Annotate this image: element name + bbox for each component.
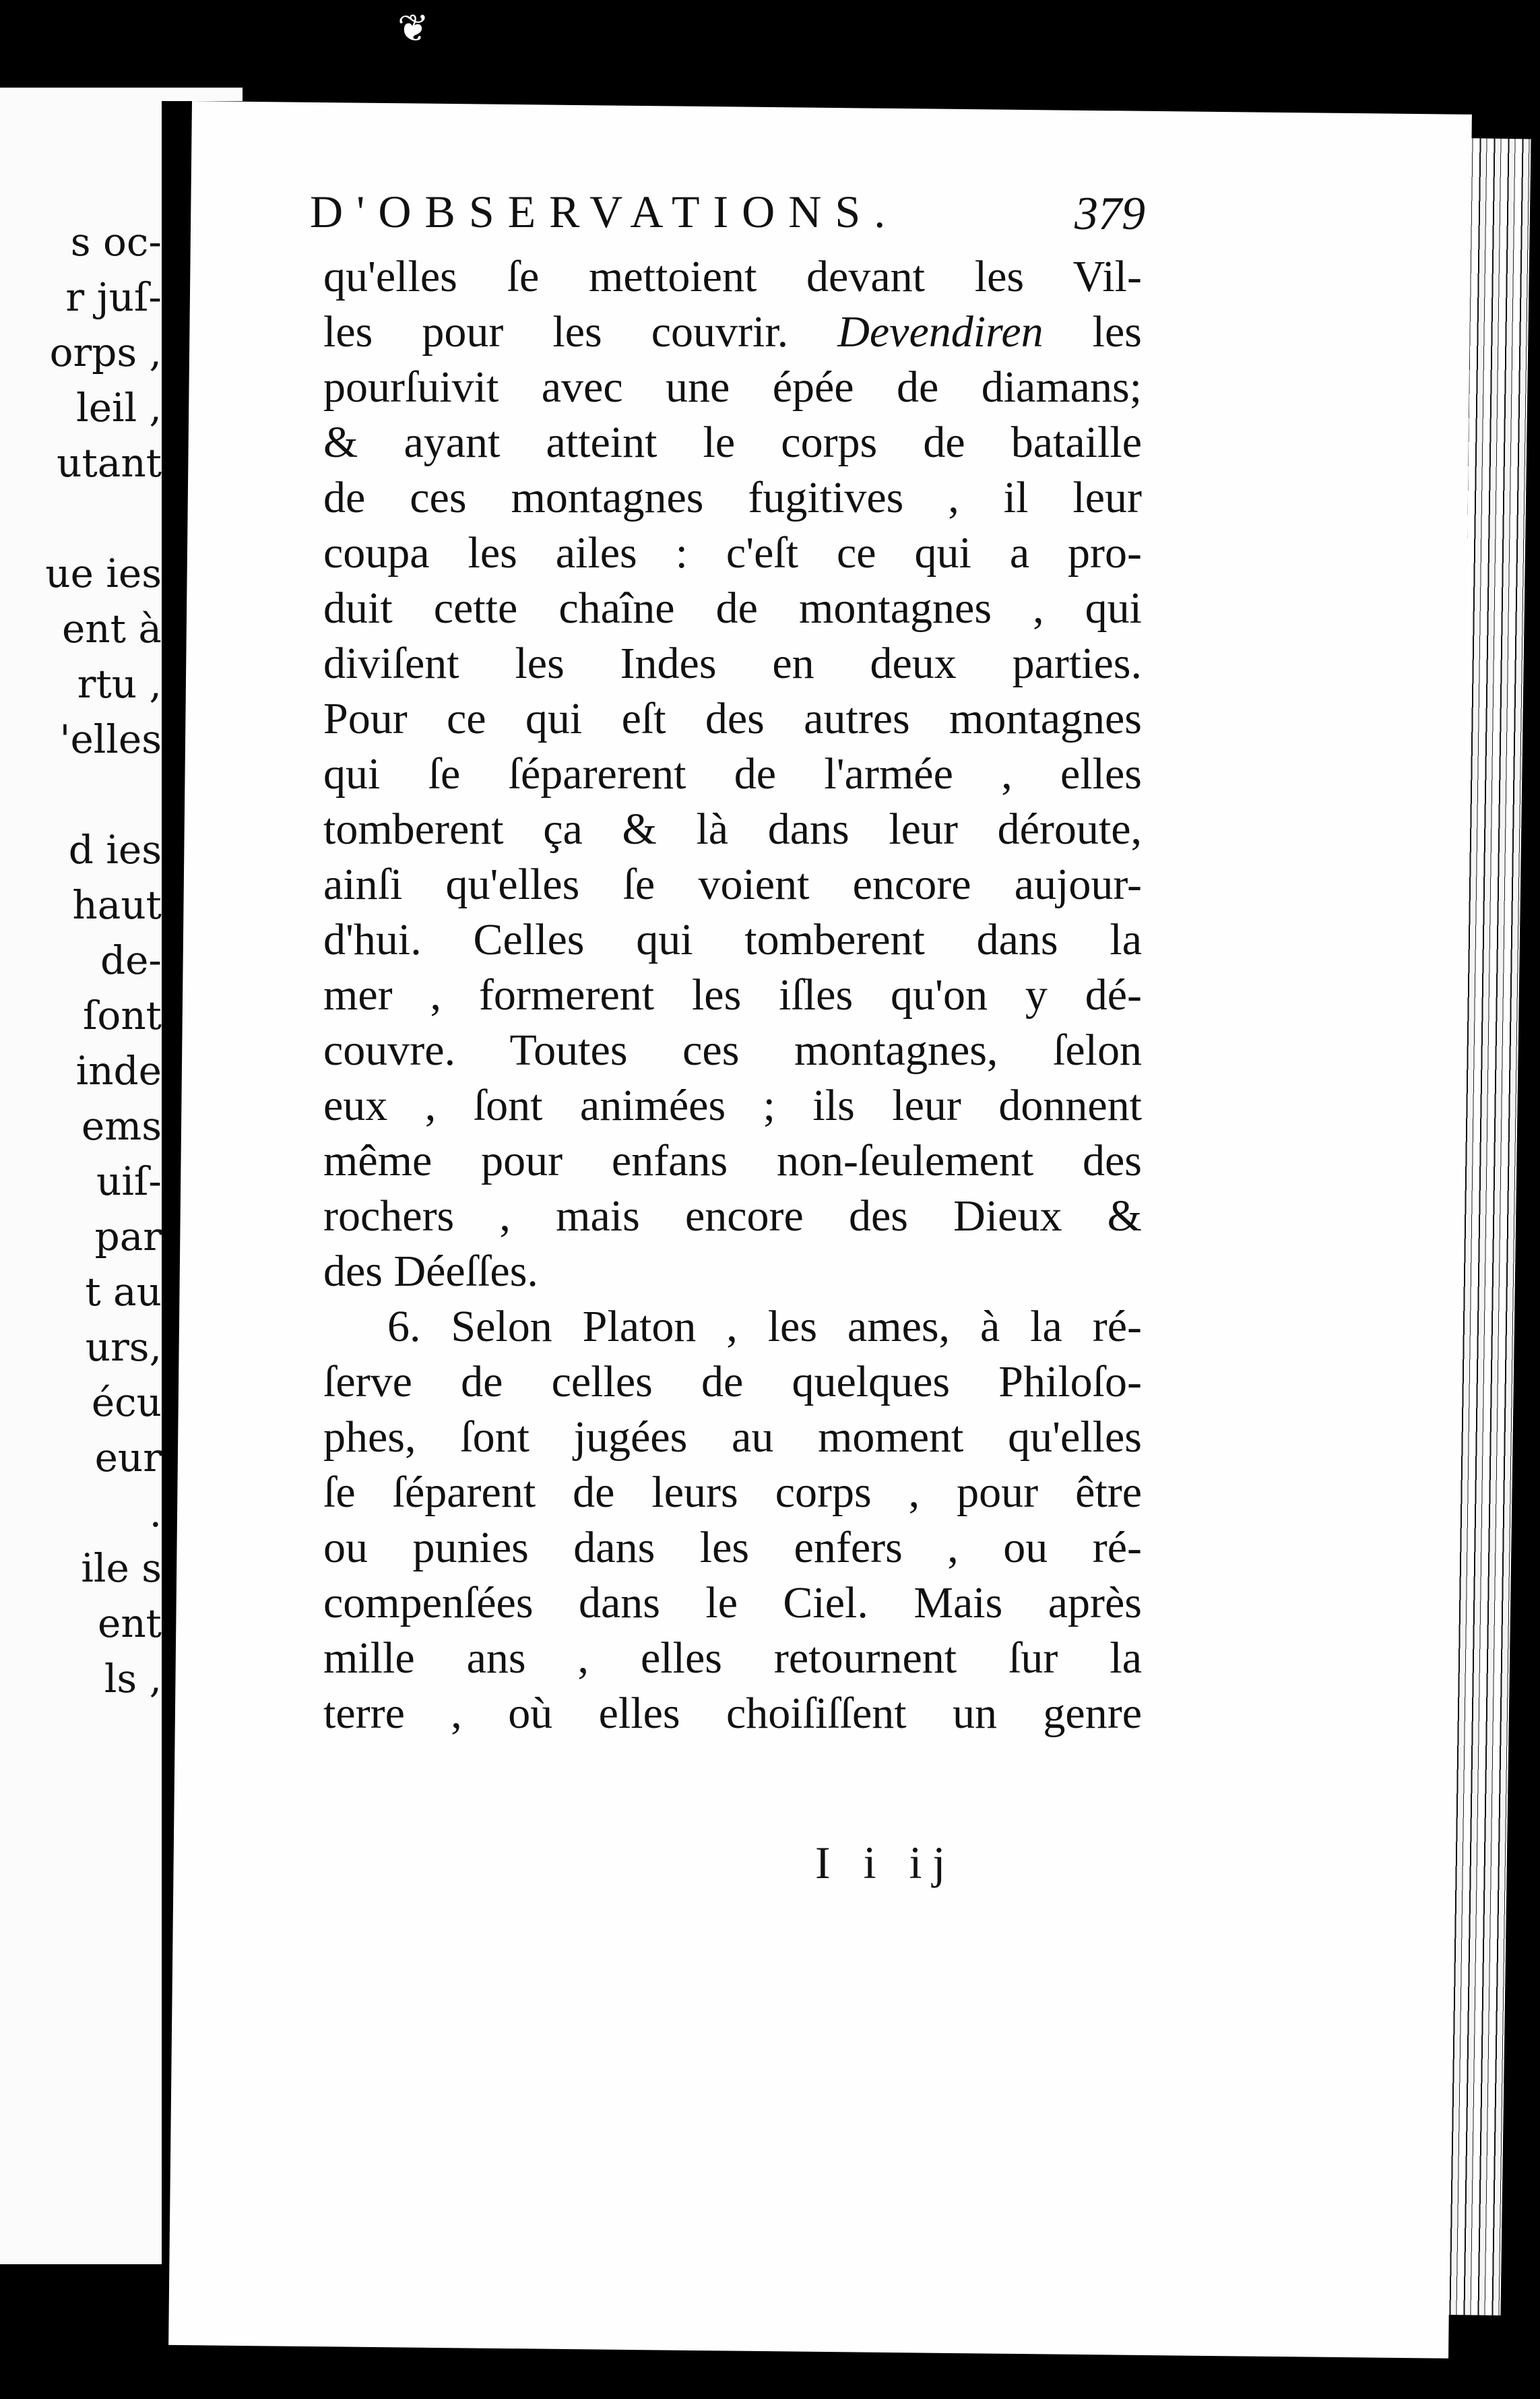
body-text: [323, 249, 1142, 1741]
page-number: 379: [1074, 188, 1145, 240]
left-page-fragment: écu: [91, 1379, 162, 1425]
text-line: diviſent les Indes en deux parties.: [323, 639, 1142, 688]
left-page-fragment: d ies: [68, 827, 162, 873]
text-line: eux , ſont animées ; ils leur donnent: [323, 1081, 1142, 1130]
text-line: terre , où elles choiſiſſent un genre: [323, 1689, 1142, 1738]
left-page-fragment: uiſ-: [96, 1158, 162, 1204]
text-line: qu'elles ſe mettoient devant les Vil-: [323, 252, 1142, 301]
left-page-fragment: r juſ-: [65, 274, 162, 320]
text-line: de ces montagnes fugitives , il leur: [323, 473, 1142, 522]
text-line: coupa les ailes : c'eſt ce qui a pro-: [323, 528, 1142, 578]
italic-name: Devendiren: [837, 307, 1044, 356]
text-line: d'hui. Celles qui tomberent dans la: [323, 915, 1142, 964]
left-page-fragment: ue ies: [45, 551, 162, 596]
left-page-fragment: leil ,: [76, 385, 162, 431]
text-line: mer , formerent les iſles qu'on y dé-: [323, 970, 1142, 1020]
text-line: ainſi qu'elles ſe voient encore aujour-: [323, 860, 1142, 909]
left-page-fragment: ent à: [61, 606, 162, 652]
text-line: qui ſe ſéparerent de l'armée , elles: [323, 749, 1142, 799]
running-head: D'OBSERVATIONS.: [310, 186, 899, 237]
left-page-fragment: utant: [57, 440, 162, 486]
left-page-fragment: 'elles: [59, 716, 162, 762]
left-page-fragment: ſont: [82, 993, 162, 1038]
left-page-fragment: urs,: [85, 1324, 162, 1370]
ornament-icon: ❦: [397, 7, 429, 51]
left-page-fragment: eur: [94, 1435, 162, 1481]
text-line: les pour les couvrir. Devendiren les: [323, 307, 1142, 356]
left-page-fragment: par: [94, 1214, 162, 1259]
text-line: ſerve de celles de quelques Philoſo-: [323, 1357, 1142, 1406]
text-line: pourſuivit avec une épée de diamans;: [323, 363, 1142, 412]
left-page-fragment: orps ,: [49, 330, 162, 375]
left-page-fragment: t au: [85, 1269, 162, 1315]
left-page-fragment: .: [149, 1490, 162, 1536]
text-line: même pour enfans non-ſeulement des: [323, 1136, 1142, 1185]
left-page-fragment: s oc-: [70, 219, 162, 265]
text-line: compenſées dans le Ciel. Mais après: [323, 1578, 1142, 1627]
text-line: mille ans , elles retournent ſur la: [323, 1633, 1142, 1683]
left-page-fragment: haut: [72, 882, 162, 928]
left-page-fragment: de-: [100, 937, 162, 983]
text-line: Pour ce qui eſt des autres montagnes: [323, 694, 1142, 743]
left-page-fragment: rtu ,: [77, 661, 162, 707]
left-page-fragment: inde: [75, 1048, 162, 1094]
text-line: phes, ſont jugées au moment qu'elles: [323, 1412, 1142, 1462]
text-line: & ayant atteint le corps de bataille: [323, 418, 1142, 467]
text-line: couvre. Toutes ces montagnes, ſelon: [323, 1026, 1142, 1075]
text-line: ou punies dans les enfers , ou ré-: [323, 1523, 1142, 1572]
text-line: des Déeſſes.: [323, 1247, 538, 1296]
text-line: 6. Selon Platon , les ames, à la ré-: [387, 1302, 1142, 1351]
left-page-fragment: ems: [81, 1103, 162, 1149]
text-line: duit cette chaîne de montagnes , qui: [323, 584, 1142, 633]
text-line: tomberent ça & là dans leur déroute,: [323, 805, 1142, 854]
text-line: rochers , mais encore des Dieux &: [323, 1191, 1142, 1241]
signature-mark: I i ij: [815, 1837, 957, 1888]
left-page-fragment: ls ,: [104, 1656, 162, 1702]
text-line: ſe ſéparent de leurs corps , pour être: [323, 1468, 1142, 1517]
left-page-fragment: ile s: [81, 1545, 162, 1591]
left-page-fragment: ent: [98, 1600, 162, 1646]
